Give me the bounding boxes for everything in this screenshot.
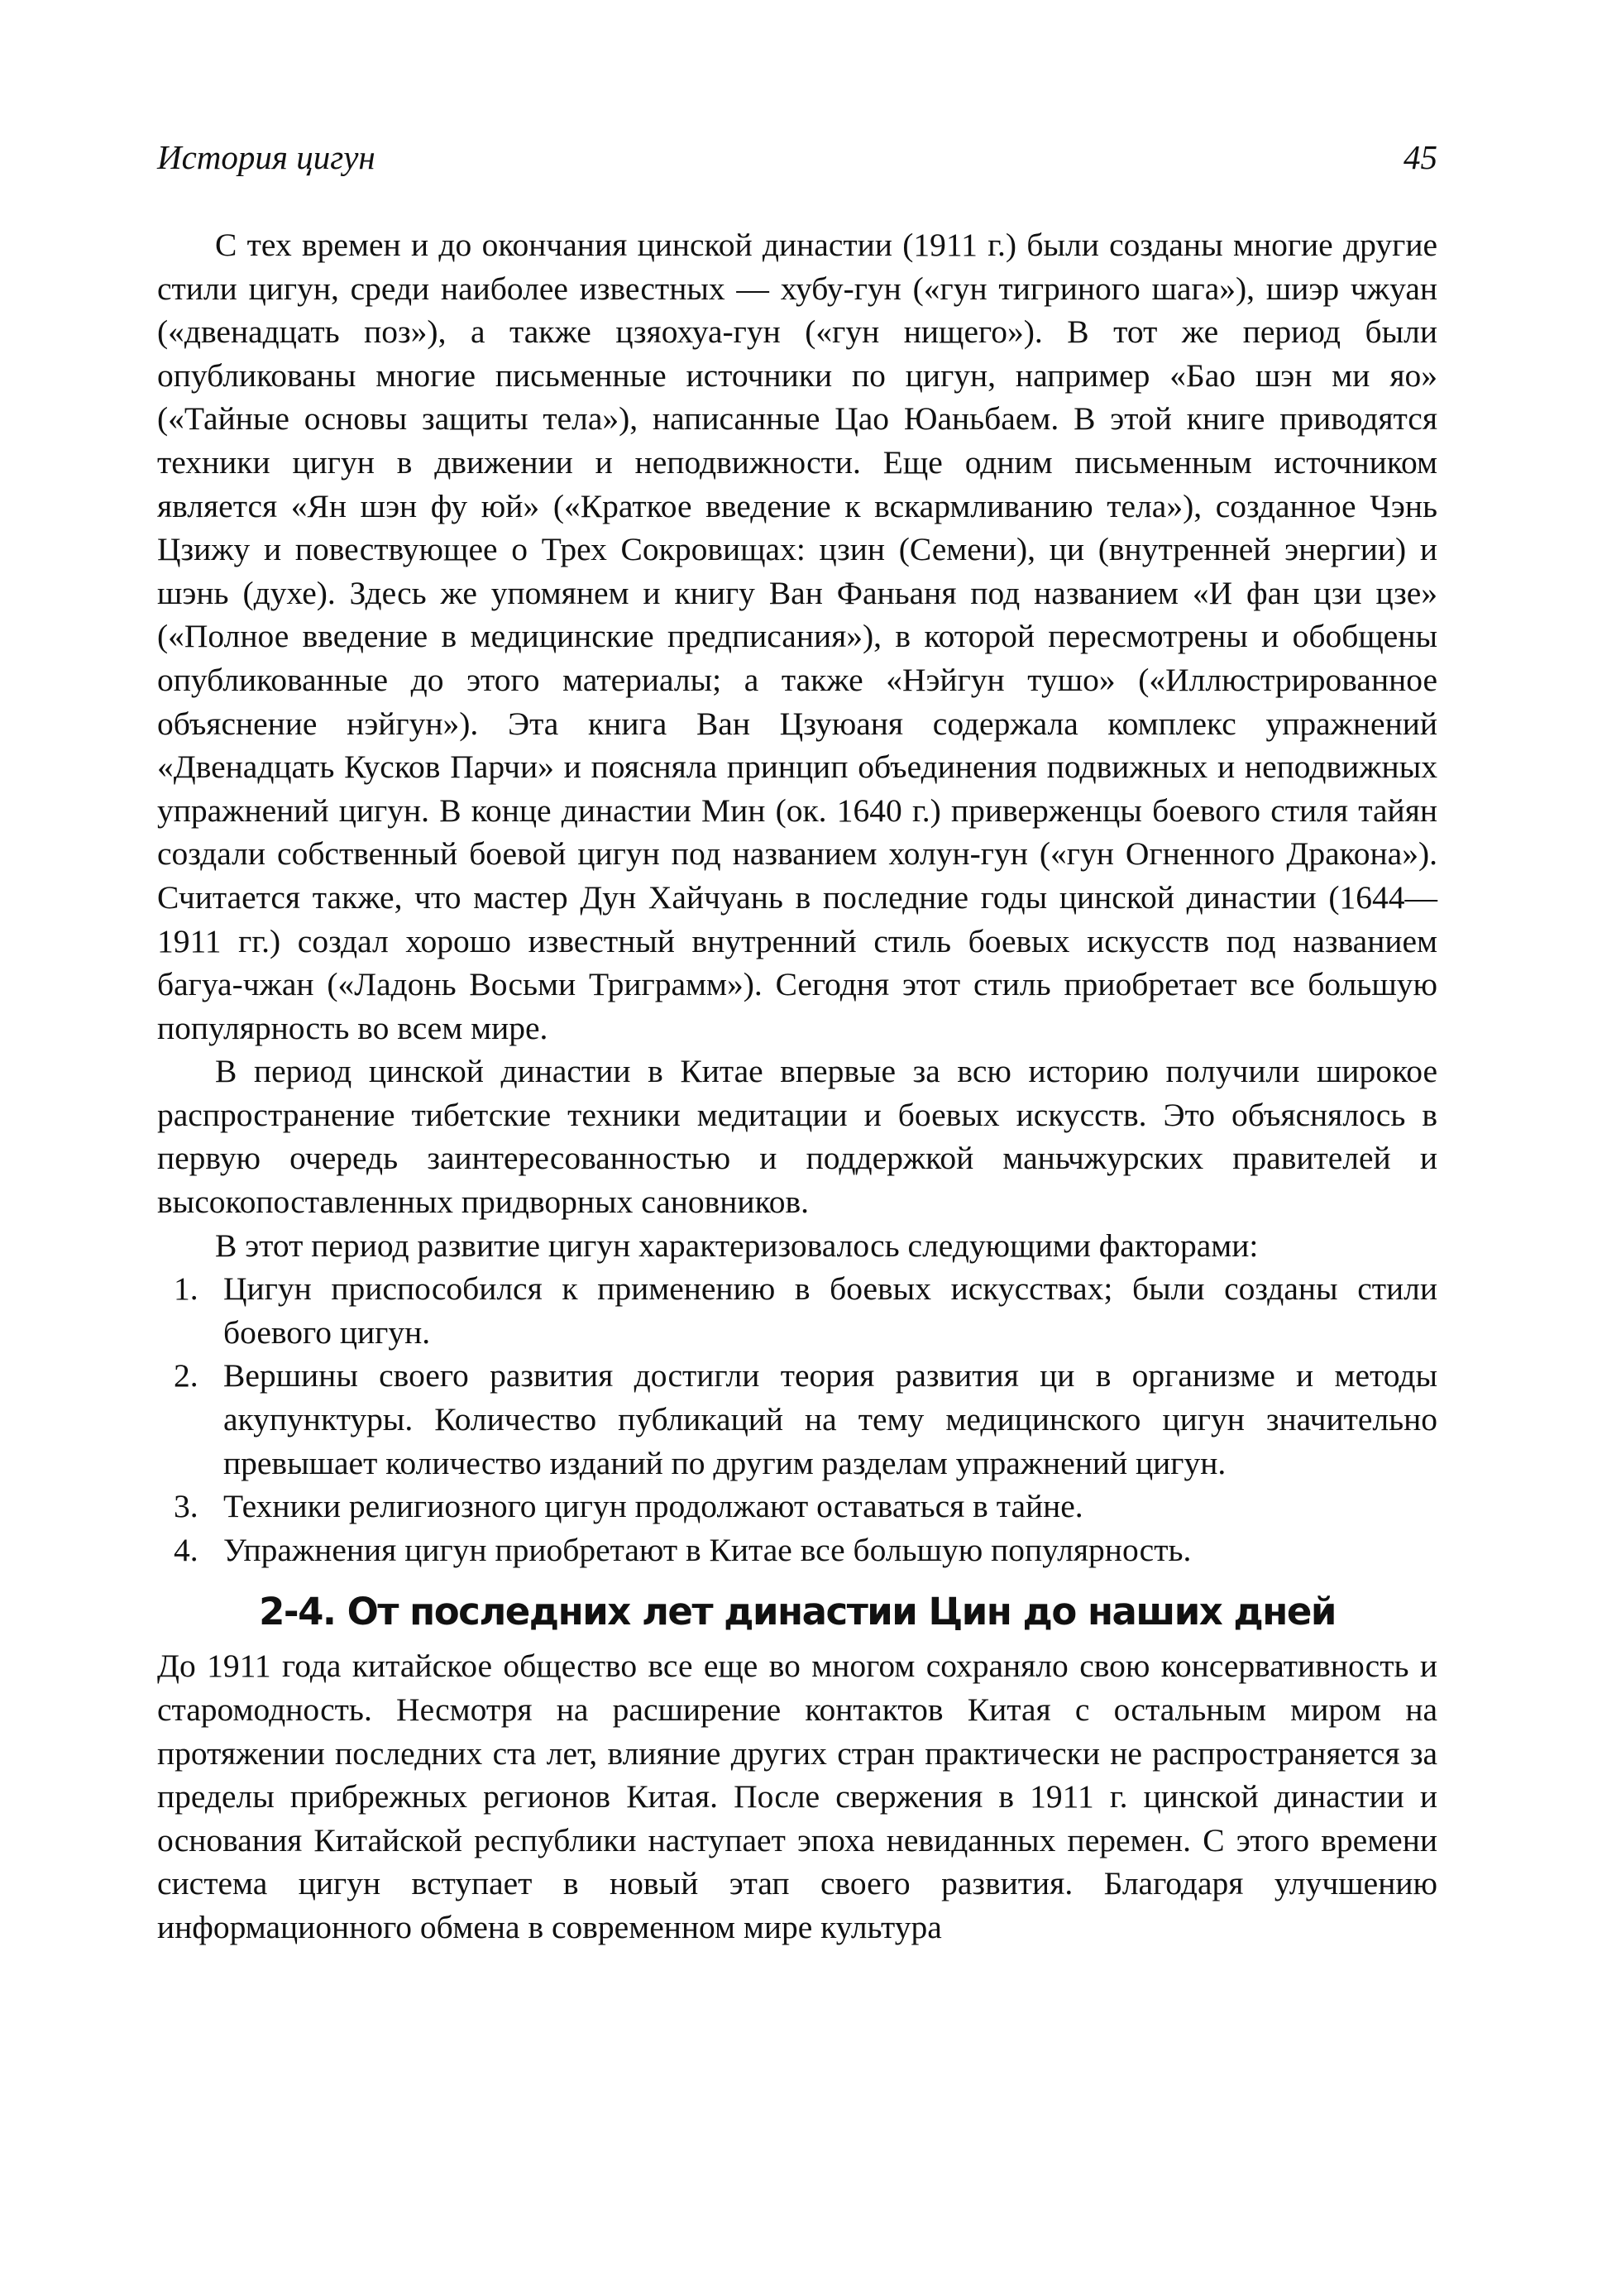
paragraph-section-intro: До 1911 года китайское общество все еще во многом сохраняло свою консервативность и старомодность. Несмотря на расширение контактов Китая с остальным миром на протяжении последних ста лет, влияние других стран практически не распространяется за пределы прибрежных регионов Китая. После свержения в 1911 г. цинской династии и основания Китайской республики наступает эпоха невиданных перемен. С этого времени система цигун вступает в новый этап своего развития. Благодаря улучшению информационного обмена в современном мире культура — [157, 1648, 1437, 1945]
list-item — [157, 1528, 1437, 1572]
page-number: 45 — [1404, 138, 1437, 176]
list-item-text: Упражнения цигун приобретают в Китае все большую популярность. — [223, 1531, 1192, 1568]
running-head-title: История цигун — [157, 138, 375, 176]
list-item-number: 1. — [174, 1270, 198, 1308]
list-item — [157, 1354, 1437, 1485]
list-item-number: 3. — [174, 1488, 198, 1525]
list-item — [157, 1267, 1437, 1354]
list-item — [157, 1485, 1437, 1528]
paragraph-tibetan-techniques: В период цинской династии в Китае впервые за всю историю получили широкое распространение тибетские техники медитации и боевых искусств. Это объяснялось в первую очередь заинтересованностью и поддержкой маньчжурских правителей и высокопоставленных придворных сановников. — [157, 1053, 1437, 1221]
list-item-number: 2. — [174, 1357, 198, 1394]
factors-list — [157, 1267, 1437, 1571]
list-item-text: Цигун приспособился к применению в боевых искусствах; были созданы стили боевого цигун. — [223, 1270, 1437, 1351]
paragraph-factors-intro: В этот период развитие цигун характеризовалось следующими факторами: — [215, 1227, 1259, 1264]
section-heading: 2-4. От последних лет династии Цин до наших дней — [259, 1590, 1336, 1634]
list-item-text: Вершины своего развития достигли теория развития ци в организме и методы акупунктуры. Количество публикаций на тему медицинского цигун значительно превышает количество изданий по другим разделам упражнений цигун. — [223, 1357, 1437, 1481]
paragraph-qing-styles: С тех времен и до окончания цинской династии (1911 г.) были созданы многие другие стили цигун, среди наиболее известных — хубу-гун («гун тигриного шага»), шиэр чжуан («двенадцать поз»), а также цзяохуа-гун («гун нищего»). В тот же период были опубликованы многие письменные источники по цигун, например «Бао шэн ми яо» («Тайные основы защиты тела»), написанные Цао Юаньбаем. В этой книге приводятся техники цигун в движении и неподвижности. Еще одним письменным источником является «Ян шэн фу юй» («Краткое введение к вскармливанию тела»), созданное Чэнь Цзижу и повествующее о Трех Сокровищах: цзин (Семени), ци (внутренней энергии) и шэнь (духе). Здесь же упомянем и книгу Ван Фаньаня под названием «И фан цзи цзе» («Полное введение в медицинские предписания»), в которой пересмотрены и обобщены опубликованные до этого материалы; а также «Нэйгун тушо» («Иллюстрированное объяснение нэйгун»). Эта книга Ван Цзуюаня содержала комплекс упражнений «Двенадцать Кусков Парчи» и поясняла принцип объединения подвижных и неподвижных упражнений цигун. В конце династии Мин (ок. 1640 г.) приверженцы боевого стиля тайян создали собственный боевой цигун под названием холун-гун («гун Огненного Дракона»). Считается также, что мастер Дун Хайчуань в последние годы цинской династии (1644—1911 гг.) создал хорошо известный внутренний стиль боевых искусств под названием багуа-чжан («Ладонь Восьми Триграмм»). Сегодня этот стиль приобретает все большую популярность во всем мире. — [157, 227, 1437, 1046]
list-item-text: Техники религиозного цигун продолжают оставаться в тайне. — [223, 1488, 1083, 1525]
body-text — [157, 223, 1437, 1949]
running-head — [157, 132, 1437, 182]
list-item-number: 4. — [174, 1531, 198, 1568]
